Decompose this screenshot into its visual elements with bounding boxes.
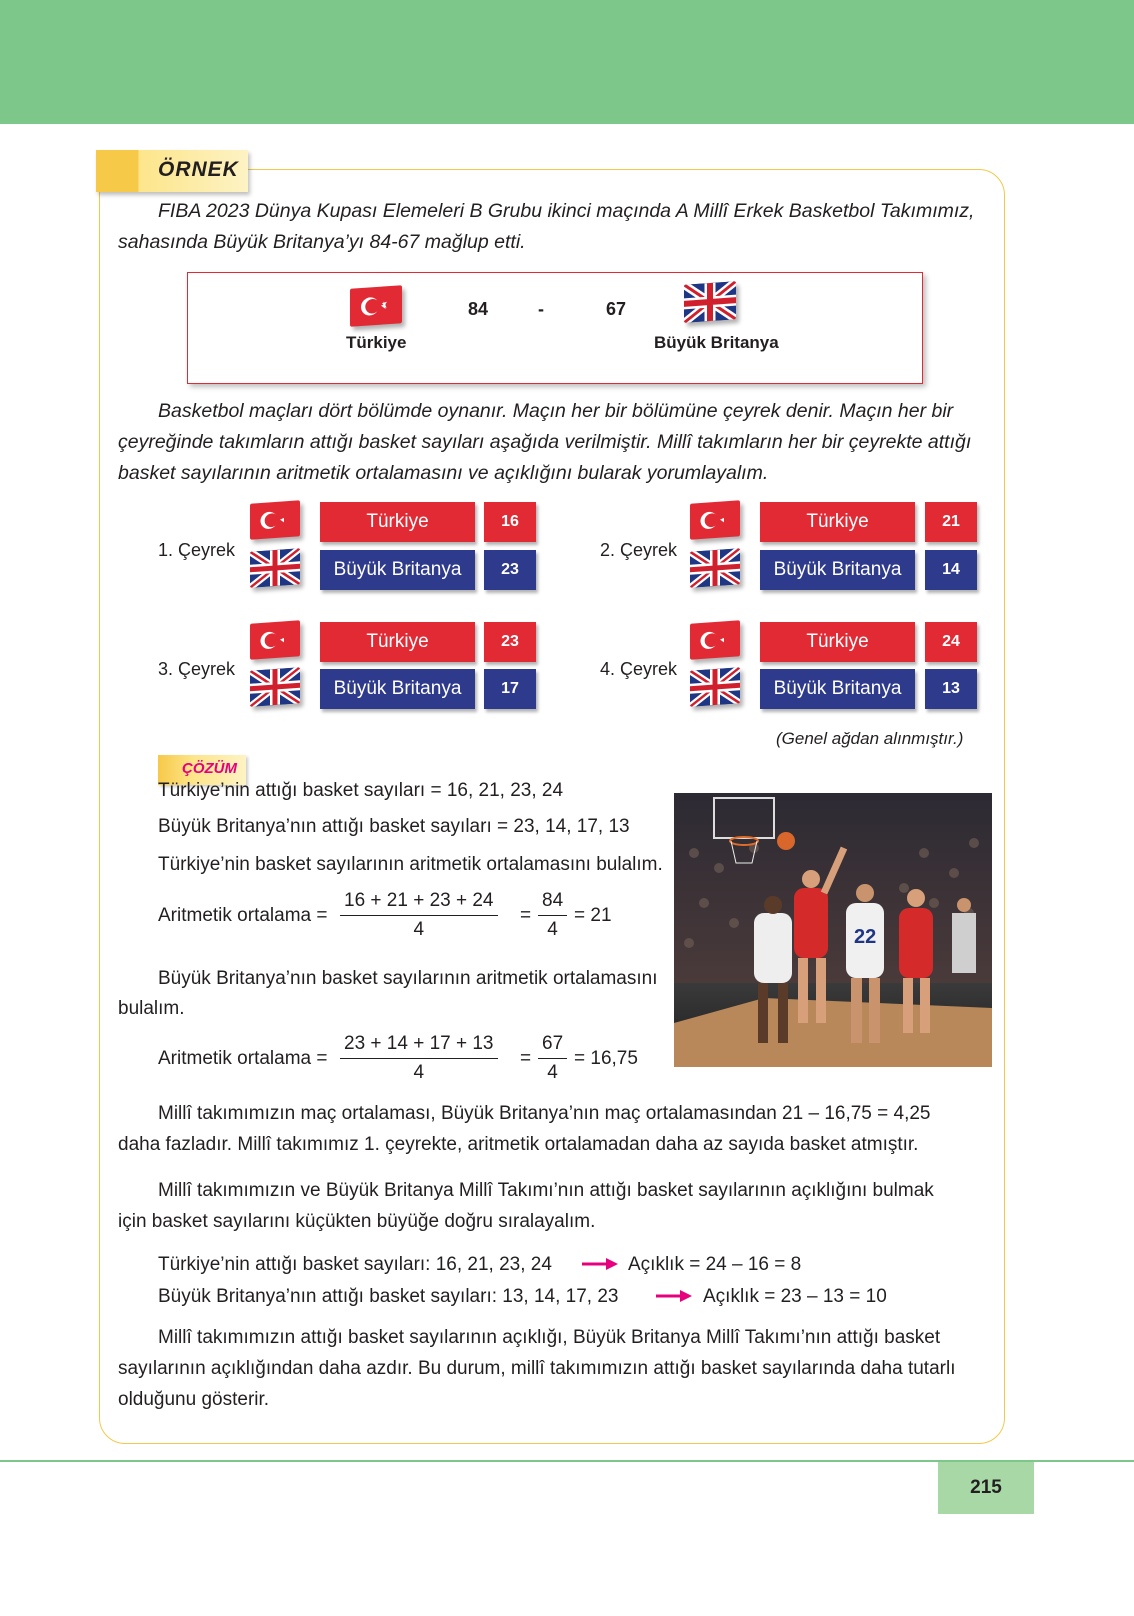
- uk-flag-icon: [690, 667, 740, 706]
- quarter-team1-name: Türkiye: [760, 622, 915, 662]
- quarter-label: 4. Çeyrek: [600, 659, 678, 679]
- quarter-team2-score: 23: [484, 550, 536, 590]
- range-intro-1: Millî takımımızın ve Büyük Britanya Millî Takımı’nın attığı basket sayılarının açıklığını bulmak: [158, 1180, 934, 1201]
- quarter-team1-score: 24: [925, 622, 977, 662]
- compare-line-1: Millî takımımızın maç ortalaması, Büyük Britanya’nın maç ortalamasından 21 – 16,75 = 4,25: [158, 1103, 931, 1124]
- tr-total-numerator: 84: [538, 890, 567, 916]
- uk-flag-icon: [690, 548, 740, 587]
- quarter-label: 1. Çeyrek: [158, 540, 236, 560]
- gb-range: Açıklık = 23 – 13 = 10: [703, 1286, 887, 1307]
- compare-line-2: daha fazladır. Millî takımımız 1. çeyrekte, aritmetik ortalamadan daha az sayıda basket atmıştır.: [118, 1134, 919, 1155]
- uk-flag-icon: [250, 667, 300, 706]
- header-band: [0, 0, 1134, 124]
- basketball-photo: [674, 793, 992, 1067]
- away-team-name: Büyük Britanya: [654, 333, 779, 352]
- description-line-1: Basketbol maçları dört bölümde oynanır. Maçın her bir bölümüne çeyrek denir. Maçın her bir: [158, 400, 954, 422]
- tr-sum-fraction: [340, 890, 498, 941]
- quarter-team2-score: 13: [925, 669, 977, 709]
- quarter-team2-name: Büyük Britanya: [760, 550, 915, 590]
- gb-sum-denominator: 4: [413, 1062, 425, 1083]
- quarter-team1-name: Türkiye: [760, 502, 915, 542]
- equals-sign: =: [520, 1048, 532, 1069]
- quarter-team2-score: 17: [484, 669, 536, 709]
- description-line-3: basket sayılarının aritmetik ortalamasını ve açıklığını bularak yorumlayalım.: [118, 462, 769, 484]
- solution-gb-scores: Büyük Britanya’nın attığı basket sayıları = 23, 14, 17, 13: [158, 816, 630, 837]
- arrow-right-icon: [582, 1257, 618, 1271]
- solution-tag-label: ÇÖZÜM: [182, 760, 237, 777]
- example-tag-label: ÖRNEK: [158, 158, 239, 181]
- page-number: 215: [970, 1477, 1002, 1498]
- gb-sum-fraction: [340, 1033, 498, 1084]
- quarter-team1-score: 21: [925, 502, 977, 542]
- solution-gb-mean-intro-2: bulalım.: [118, 998, 185, 1019]
- arrow-right-icon: [656, 1289, 692, 1303]
- score-card: [187, 272, 923, 384]
- solution-tr-mean-intro: Türkiye’nin basket sayılarının aritmetik ortalamasını bulalım.: [158, 854, 663, 875]
- tr-sorted-scores: Türkiye’nin attığı basket sayıları: 16, 21, 23, 24: [158, 1254, 552, 1275]
- mean-label: Aritmetik ortalama =: [158, 1048, 328, 1069]
- uk-flag-icon: [250, 548, 300, 587]
- quarter-label: 2. Çeyrek: [600, 540, 678, 560]
- quarter-label: 3. Çeyrek: [158, 659, 236, 679]
- conclusion-line-3: olduğunu gösterir.: [118, 1389, 270, 1410]
- score-separator: -: [538, 299, 544, 319]
- turkey-flag-icon: [250, 620, 300, 659]
- quarter-team1-score: 23: [484, 622, 536, 662]
- turkey-flag-icon: [690, 620, 740, 659]
- quarter-team2-name: Büyük Britanya: [760, 669, 915, 709]
- gb-total-numerator: 67: [538, 1033, 567, 1059]
- gb-sum-numerator: 23 + 14 + 17 + 13: [340, 1033, 498, 1059]
- gb-sorted-scores: Büyük Britanya’nın attığı basket sayıları: 13, 14, 17, 23: [158, 1286, 619, 1307]
- conclusion-line-2: sayılarının açıklığından daha azdır. Bu durum, millî takımımızın attığı basket sayılarında daha tutarlı: [118, 1358, 956, 1379]
- tr-mean-result: = 21: [574, 905, 612, 926]
- svg-text:22: 22: [854, 926, 877, 948]
- description-line-2: çeyreğinde takımların attığı basket sayıları aşağıda verilmiştir. Millî takımların her bir çeyrekte attığı: [118, 431, 972, 453]
- range-intro-2: için basket sayılarını küçükten büyüğe doğru sıralayalım.: [118, 1211, 596, 1232]
- gb-total-denominator: 4: [547, 1062, 558, 1083]
- mean-label: Aritmetik ortalama =: [158, 905, 328, 926]
- solution-gb-mean-intro-1: Büyük Britanya’nın basket sayılarının aritmetik ortalamasını: [158, 968, 658, 989]
- turkey-flag-icon: [350, 285, 402, 327]
- turkey-flag-icon: [690, 500, 740, 539]
- tr-sum-denominator: 4: [413, 919, 425, 940]
- intro-line-2: sahasında Büyük Britanya’yı 84-67 mağlup etti.: [118, 231, 526, 253]
- quarter-team1-name: Türkiye: [320, 622, 475, 662]
- solution-tr-scores: Türkiye’nin attığı basket sayıları = 16, 21, 23, 24: [158, 780, 564, 801]
- home-team-name: Türkiye: [346, 333, 407, 352]
- equals-sign: =: [520, 905, 532, 926]
- gb-mean-result: = 16,75: [574, 1048, 638, 1069]
- intro-line-1: FIBA 2023 Dünya Kupası Elemeleri B Grubu ikinci maçında A Millî Erkek Basketbol Takımımız,: [158, 200, 975, 222]
- conclusion-line-1: Millî takımımızın attığı basket sayılarının açıklığı, Büyük Britanya Millî Takımı’nın attığı basket: [158, 1327, 941, 1348]
- source-note: (Genel ağdan alınmıştır.): [776, 729, 964, 748]
- tr-range: Açıklık = 24 – 16 = 8: [628, 1254, 802, 1275]
- quarter-team1-name: Türkiye: [320, 502, 475, 542]
- turkey-flag-icon: [250, 500, 300, 539]
- uk-flag-icon: [684, 281, 736, 323]
- tr-total-denominator: 4: [547, 919, 558, 940]
- gb-total-fraction: [538, 1033, 567, 1084]
- quarter-team2-score: 14: [925, 550, 977, 590]
- quarter-team2-name: Büyük Britanya: [320, 550, 475, 590]
- away-score: 67: [606, 299, 627, 319]
- quarter-team2-name: Büyük Britanya: [320, 669, 475, 709]
- home-score: 84: [468, 299, 489, 319]
- tr-total-fraction: [538, 890, 567, 941]
- tr-sum-numerator: 16 + 21 + 23 + 24: [340, 890, 498, 916]
- quarter-team1-score: 16: [484, 502, 536, 542]
